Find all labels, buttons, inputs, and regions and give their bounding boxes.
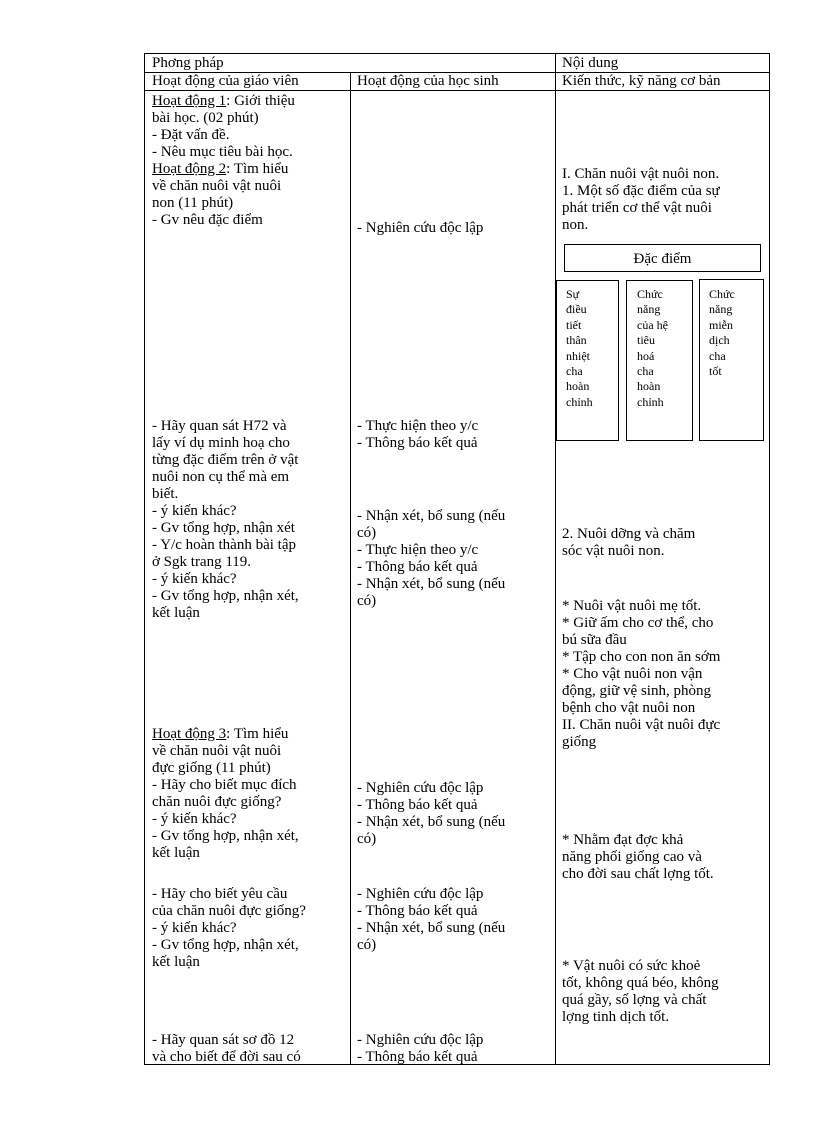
box-immunity-text — [709, 287, 735, 379]
teacher-line: chăn nuôi đực giống? — [152, 794, 282, 810]
header-content-column: Kiến thức, kỹ năng cơ bản — [562, 73, 721, 89]
diagram-box-line: tiêu — [637, 333, 655, 348]
teacher-line: - ý kiến khác? — [152, 571, 237, 587]
column-divider-1 — [350, 72, 351, 1065]
teacher-line: đực giống (11 phút) — [152, 760, 271, 776]
content-line: cho đời sau chất lợng tốt. — [562, 866, 714, 882]
content-line: lợng tinh dịch tốt. — [562, 1009, 670, 1025]
activity-1-title: Hoạt động 1 — [152, 93, 227, 109]
content-line: 1. Một số đặc điểm của sự — [562, 183, 720, 199]
teacher-line: - Đặt vấn đề. — [152, 127, 230, 143]
diagram-box-line: nhiệt — [566, 348, 590, 363]
diagram-box-immunity — [699, 279, 764, 441]
teacher-line: về chăn nuôi vật nuôi — [152, 178, 282, 194]
diagram-box-line: chỉnh — [566, 394, 593, 409]
teacher-activity-3 — [152, 726, 299, 862]
content-purpose — [562, 832, 714, 883]
teacher-line: - Gv tổng hợp, nhận xét — [152, 520, 295, 536]
teacher-line: - Hãy quan sát H72 và — [152, 418, 287, 434]
teacher-line: - Gv tổng hợp, nhận xét, — [152, 588, 299, 604]
student-line: - Thông báo kết quả — [357, 559, 478, 575]
student-line: có) — [357, 937, 377, 953]
diagram-box-line: Chức — [709, 287, 735, 301]
teacher-line: và cho biết để đời sau có — [152, 1049, 301, 1065]
content-line: phát triển cơ thể vật nuôi — [562, 200, 712, 216]
student-line: có) — [357, 593, 377, 609]
section-heading: 2. Nuôi dỡng và chăm — [562, 526, 696, 542]
teacher-line: non (11 phút) — [152, 195, 234, 211]
student-line: - Nhận xét, bổ sung (nếu — [357, 508, 506, 524]
teacher-line: bài học. (02 phút) — [152, 110, 259, 126]
diagram-box-line: tiết — [566, 317, 582, 332]
student-line: - Nghiên cứu độc lập — [357, 886, 484, 902]
content-line: giống — [562, 734, 597, 750]
diagram-box-line: năng — [637, 302, 661, 317]
teacher-line: lấy ví dụ minh hoạ cho — [152, 435, 290, 451]
student-block-5 — [357, 886, 505, 954]
teacher-block-h72 — [152, 418, 299, 622]
teacher-line: - Hãy cho biết mục đích — [152, 777, 297, 793]
teacher-line: từng đặc điểm trên ở vật — [152, 452, 299, 468]
diagram-box-line: thân — [566, 333, 587, 348]
teacher-line: ở Sgk trang 119. — [152, 554, 252, 570]
activity-1-title-rest: : Giới thiệu — [226, 93, 295, 109]
teacher-line: nuôi non cụ thể mà em — [152, 469, 290, 485]
content-line: * Vật nuôi có sức khoẻ — [562, 958, 701, 974]
student-line: - Thông báo kết quả — [357, 903, 478, 919]
diagram-box-line: tốt — [709, 363, 722, 378]
student-line: - Nghiên cứu độc lập — [357, 220, 484, 236]
student-line: - Nghiên cứu độc lập — [357, 1032, 484, 1048]
student-line: - Thông báo kết quả — [357, 435, 478, 451]
content-line: quá gầy, số lợng và chất — [562, 992, 707, 1008]
diagram-box-line: Chức — [637, 287, 663, 301]
student-line: có) — [357, 525, 377, 541]
teacher-line: - Y/c hoàn thành bài tập — [152, 537, 296, 553]
content-line: tốt, không quá béo, không — [562, 975, 719, 991]
student-line: - Nhận xét, bổ sung (nếu — [357, 576, 506, 592]
table-border-top — [144, 53, 770, 54]
teacher-line: - ý kiến khác? — [152, 920, 237, 936]
diagram-box-line: dịch — [709, 333, 730, 348]
teacher-line: - Gv tổng hợp, nhận xét, — [152, 937, 299, 953]
teacher-line: kết luận — [152, 954, 200, 970]
teacher-block-diagram-12 — [152, 1032, 301, 1066]
teacher-line: - ý kiến khác? — [152, 811, 237, 827]
diagram-box-line: chỉnh — [637, 394, 664, 409]
column-divider-2 — [555, 53, 556, 1065]
teacher-line: - Hãy cho biết yêu cầu — [152, 886, 288, 902]
teacher-line: về chăn nuôi vật nuôi — [152, 743, 282, 759]
content-line: * Giữ ấm cho cơ thể, cho — [562, 615, 714, 631]
content-line: sóc vật nuôi non. — [562, 543, 665, 559]
section-heading: I. Chăn nuôi vật nuôi non. — [562, 166, 720, 182]
teacher-line: kết luận — [152, 605, 200, 621]
diagram-box-line: hoàn — [566, 379, 590, 394]
teacher-activity-1 — [152, 93, 342, 229]
content-line: non. — [562, 217, 589, 233]
box-digestion-text — [637, 287, 668, 410]
content-section-2 — [562, 526, 695, 560]
diagram-box-line: cha — [637, 363, 654, 378]
header-bottom — [144, 90, 770, 91]
content-line: * Tập cho con non ăn sớm — [562, 649, 721, 665]
teacher-line: - ý kiến khác? — [152, 503, 237, 519]
teacher-line: - Gv tổng hợp, nhận xét, — [152, 828, 299, 844]
student-block-3 — [357, 508, 505, 610]
teacher-line: kết luận — [152, 845, 200, 861]
student-block-4 — [357, 780, 505, 848]
box-thermoregulation-text — [566, 287, 593, 410]
header-phuong-phap: Phơng pháp — [152, 55, 224, 71]
activity-3-title-rest: : Tìm hiểu — [226, 726, 289, 742]
content-line: * Nuôi vật nuôi mẹ tốt. — [562, 598, 702, 614]
teacher-line: của chăn nuôi đực giống? — [152, 903, 306, 919]
teacher-line: - Hãy quan sát sơ đồ 12 — [152, 1032, 295, 1048]
diagram-header-box — [564, 244, 761, 272]
teacher-line: - Nêu mục tiêu bài học. — [152, 144, 293, 160]
student-block-2 — [357, 418, 478, 452]
header-noi-dung: Nội dung — [562, 55, 619, 71]
diagram-box-line: cha — [709, 348, 726, 363]
content-line: bú sữa đầu — [562, 632, 627, 648]
student-block-1 — [357, 220, 483, 237]
diagram-box-line: hoá — [637, 348, 655, 363]
content-line: năng phối giống cao và — [562, 849, 702, 865]
diagram-box-digestion — [626, 280, 693, 441]
diagram-box-thermoregulation — [556, 280, 619, 441]
content-line: động, giữ vệ sinh, phòng — [562, 683, 711, 699]
content-line: * Nhằm đạt đợc khả — [562, 832, 684, 848]
activity-2-title: Hoạt động 2 — [152, 161, 227, 177]
header-teacher-column: Hoạt động của giáo viên — [152, 73, 299, 89]
student-line: có) — [357, 831, 377, 847]
student-line: - Thông báo kết quả — [357, 1049, 478, 1065]
student-block-6 — [357, 1032, 483, 1066]
header-student-column: Hoạt động của học sinh — [357, 73, 499, 89]
diagram-box-line: của hệ — [637, 317, 668, 332]
activity-2-title-rest: : Tìm hiểu — [226, 161, 289, 177]
teacher-line: biết. — [152, 486, 179, 502]
diagram-box-line: hoàn — [637, 379, 661, 394]
diagram-box-line: năng — [709, 302, 733, 317]
student-line: - Thực hiện theo y/c — [357, 542, 479, 558]
table-border-right — [769, 53, 770, 1065]
student-line: - Nhận xét, bổ sung (nếu — [357, 920, 506, 936]
teacher-line: - Gv nêu đặc điểm — [152, 212, 263, 228]
section-heading: II. Chăn nuôi vật nuôi đực — [562, 717, 721, 733]
teacher-block-requirements — [152, 886, 306, 971]
content-care-points — [562, 598, 720, 751]
diagram-box-line: Sự — [566, 287, 580, 301]
content-line: bệnh cho vật nuôi non — [562, 700, 696, 716]
content-requirements — [562, 958, 719, 1026]
content-section-1 — [562, 166, 720, 234]
student-line: - Nhận xét, bổ sung (nếu — [357, 814, 506, 830]
student-line: - Nghiên cứu độc lập — [357, 780, 484, 796]
student-line: - Thông báo kết quả — [357, 797, 478, 813]
diagram-box-line: cha — [566, 363, 583, 378]
diagram-box-line: miễn — [709, 317, 733, 332]
diagram-title: Đặc điểm — [633, 251, 692, 267]
student-line: - Thực hiện theo y/c — [357, 418, 479, 434]
diagram-box-line: điều — [566, 302, 587, 317]
table-border-left — [144, 53, 145, 1065]
activity-3-title: Hoạt động 3 — [152, 726, 227, 742]
content-line: * Cho vật nuôi non vận — [562, 666, 703, 682]
